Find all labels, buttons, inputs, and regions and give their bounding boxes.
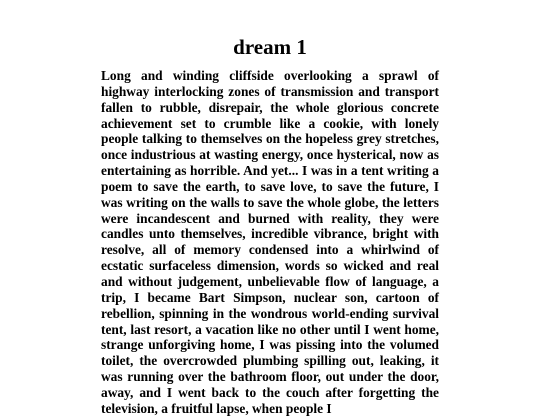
document-title: dream 1 [233,35,307,59]
document-body-text: Long and winding cliffside overlooking a sprawl of highway interlocking zones of transmission and transport fallen to rubble, disrepair, the whole glorious concrete achievement set to crumble like a cookie, with lonely people talking to themselves on the hopeless grey stretches, once industrious at wasting energy, once hysterical, now as entertaining as horrible. And yet... I was in a tent writing a poem to save the earth, to save love, to save the future, I was writing on the walls to save the whole globe, the letters were incandescent and burned with reality, they were candles unto themselves, incredible vibrance, bright with resolve, all of memory condensed into a whirlwind of ecstatic surfaceless dimension, words so wicked and real and without judgement, unbelievable flow of language, a trip, I became Bart Simpson, nuclear son, cartoon of rebellion, spinning in the wondrous world-ending survival tent, last resort, a vacation like no other until I went home, strange unforgiving home, I was pissing into the volumed toilet, the overcrowded plumbing spilling out, leaking, it was running over the bathroom floor, out under the door, away, and I went back to the couch after forgetting the television, a fruitful lapse, when people I [101,68,439,416]
